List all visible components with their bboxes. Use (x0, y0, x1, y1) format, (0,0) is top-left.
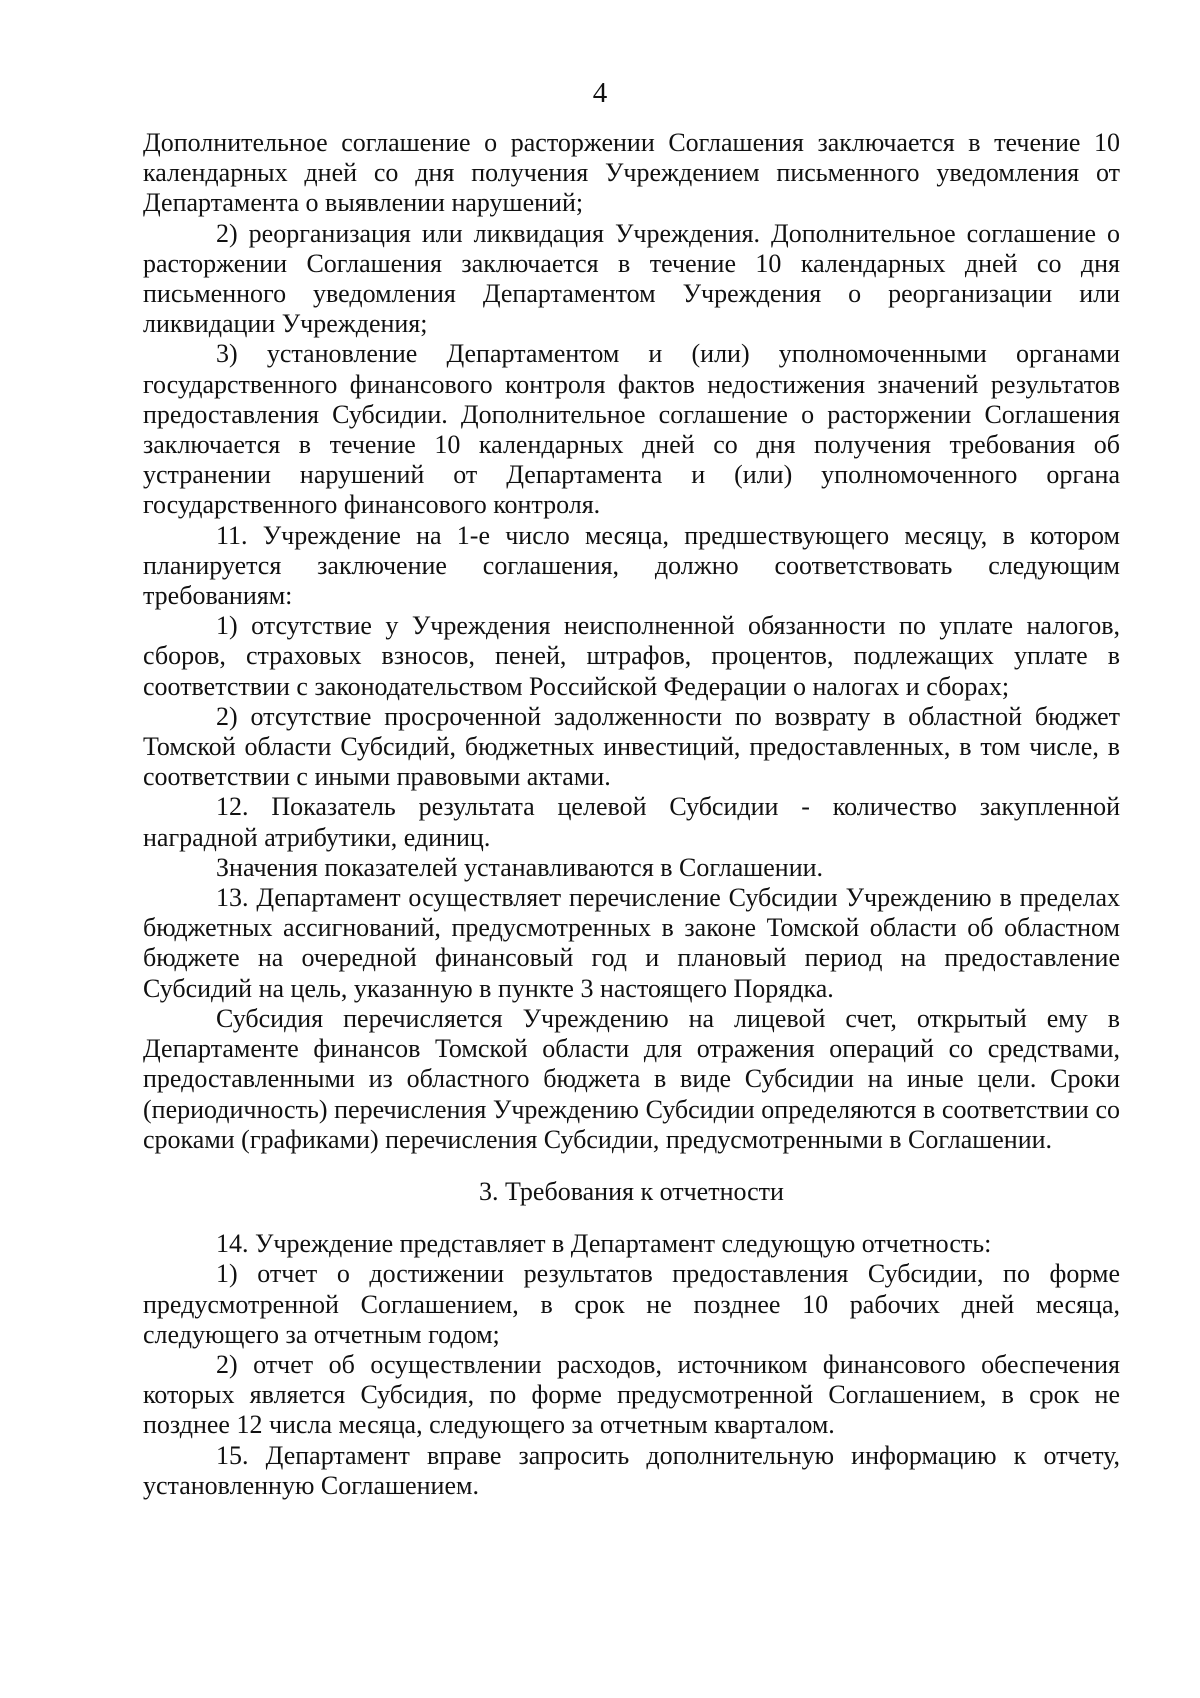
paragraph-requirement-2: 2) отсутствие просроченной задолженности по возврату в областной бюджет Томской области Субсидий, бюджетных инвестиций, предоставленных, в том числе, в соответствии с иными правовыми актами. (143, 701, 1120, 792)
paragraph-indicator-values: Значения показателей устанавливаются в Соглашении. (216, 852, 824, 882)
paragraph-clause-11: 11. Учреждение на 1-е число месяца, предшествующего месяцу, в котором планируется заключение соглашения, должно соответствовать следующим требованиям: (143, 520, 1120, 611)
paragraph-item-3-control-findings: 3) установление Департаментом и (или) уполномоченными органами государственного финансового контроля фактов недостижения значений результатов предоставления Субсидии. Дополнительное соглашение о расторжении Соглашения заключается в течение 10 календарных дней со дня получения требования об устранении нарушений от Департамента и (или) уполномоченного органа государственного финансового контроля. (143, 339, 1120, 520)
document-body (143, 128, 1120, 1501)
paragraph-item-2-reorganization: 2) реорганизация или ликвидация Учреждения. Дополнительное соглашение о расторжении Соглашения заключается в течение 10 календарных дней со дня письменного уведомления Департаментом Учреждения о реорганизации или ликвидации Учреждения; (143, 218, 1120, 339)
paragraph-report-2: 2) отчет об осуществлении расходов, источником финансового обеспечения которых является Субсидия, по форме предусмотренной Соглашением, в срок не позднее 12 числа месяца, следующего за отчетным кварталом. (143, 1349, 1120, 1440)
paragraph-termination-deadline: Дополнительное соглашение о расторжении Соглашения заключается в течение 10 календарных дней со дня получения Учреждением письменного уведомления от Департамента о выявлении нарушений; (143, 128, 1120, 218)
paragraph-report-1: 1) отчет о достижении результатов предоставления Субсидии, по форме предусмотренной Соглашением, в срок не позднее 10 рабочих дней месяца, следующего за отчетным годом; (143, 1259, 1120, 1349)
paragraph-clause-12: 12. Показатель результата целевой Субсидии - количество закупленной наградной атрибутики, единиц. (143, 792, 1120, 852)
page-number: 4 (592, 77, 608, 109)
paragraph-clause-15: 15. Департамент вправе запросить дополнительную информацию к отчету, установленную Соглашением. (143, 1440, 1120, 1500)
section-heading: 3. Требования к отчетности (479, 1176, 784, 1206)
paragraph-requirement-1: 1) отсутствие у Учреждения неисполненной обязанности по уплате налогов, сборов, страховых взносов, пеней, штрафов, процентов, подлежащих уплате в соответствии с законодательством Российской Федерации о налогах и сборах; (143, 611, 1120, 701)
paragraph-subsidy-transfer: Субсидия перечисляется Учреждению на лицевой счет, открытый ему в Департаменте финансов Томской области для отражения операций со средствами, предоставленными из областного бюджета в виде Субсидии на иные цели. Сроки (периодичность) перечисления Учреждению Субсидии определяются в соответствии со сроками (графиками) перечисления Субсидии, предусмотренными в Соглашении. (143, 1003, 1120, 1154)
paragraph-clause-13: 13. Департамент осуществляет перечисление Субсидии Учреждению в пределах бюджетных ассигнований, предусмотренных в законе Томской области об областном бюджете на очередной финансовый год и плановый период на предоставление Субсидий на цель, указанную в пункте 3 настоящего Порядка. (143, 883, 1120, 1003)
paragraph-clause-14: 14. Учреждение представляет в Департамент следующую отчетность: (216, 1229, 992, 1259)
